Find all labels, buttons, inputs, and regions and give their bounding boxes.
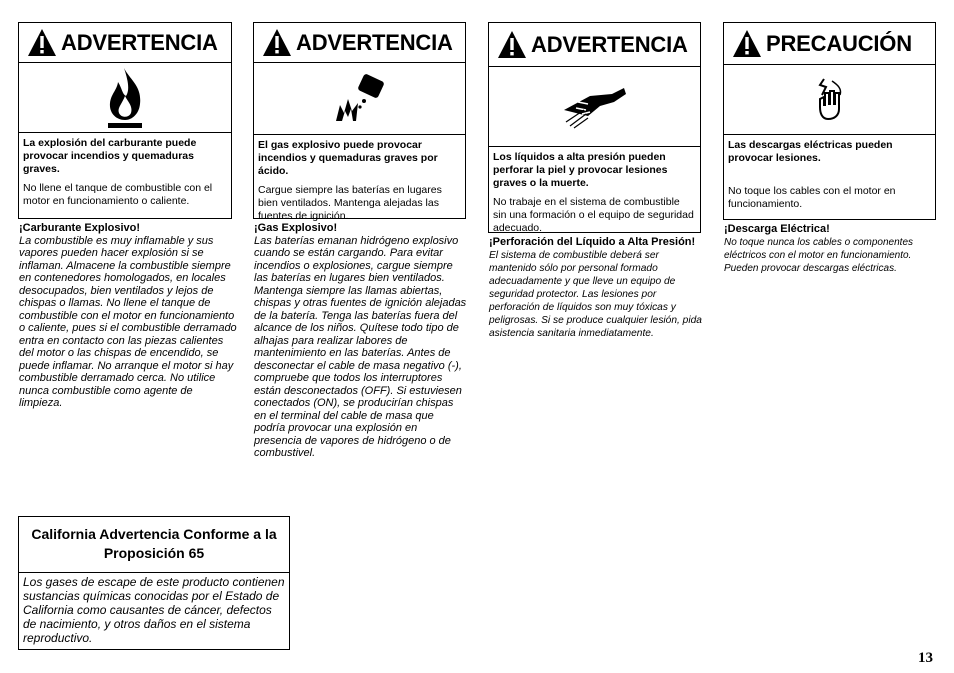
high-pressure-injection-icon [560, 82, 630, 132]
warning-triangle-icon [732, 29, 762, 59]
card-instruction-text: No llene el tanque de combustible con el motor en funcionamiento o caliente. [23, 182, 213, 207]
pictogram-area [254, 63, 465, 135]
card-title: PRECAUCIÓN [766, 30, 912, 56]
section-heading: ¡Carburante Explosivo! [19, 222, 141, 234]
warning-triangle-icon [497, 30, 527, 60]
card-message [724, 135, 935, 211]
warning-triangle-icon [262, 28, 292, 58]
section-heading: ¡Perforación del Líquido a Alta Presión! [489, 236, 696, 248]
card-header [724, 23, 935, 65]
electric-shock-hand-icon [810, 75, 850, 125]
pictogram-area [724, 65, 935, 135]
card-instruction-text: No toque los cables con el motor en funcionamiento. [728, 185, 896, 210]
section-fuel [19, 222, 237, 410]
battery-explosion-icon [330, 69, 390, 129]
warning-card-fuel [18, 22, 232, 219]
pictogram-area [489, 67, 700, 147]
warning-card-gas [253, 22, 466, 222]
card-title: ADVERTENCIA [61, 29, 218, 55]
card-hazard-text: La explosión del carburante puede provocar incendios y quemaduras graves. [23, 137, 197, 175]
card-instruction-text: Cargue siempre las baterías en lugares bien ventilados. Mantenga alejadas las fuentes de ignición. [258, 184, 442, 222]
page-number: 13 [918, 650, 933, 666]
section-body: La combustible es muy inflamable y sus vapores pueden hacer explosión si se inflaman. Almacene la combustible siempre en contenedores homologados, en locales desocupados, bien ventilados y lejos de chispas o llamas. No llene el tanque de combustible con el motor en funcionamiento o caliente, pues si el combustible derramado entra en contacto con las piezas calientes del motor o las chispas de encendido, se puede inflamar. No arranque el motor si hay combustible derramado cerca. No utilice nunca combustible como agente de limpieza. [19, 234, 237, 409]
warning-triangle-icon [27, 28, 57, 58]
section-heading: ¡Gas Explosivo! [254, 222, 338, 234]
prop65-body: Los gases de escape de este producto contienen sustancias químicas conocidas por el Estado de California como causantes de cáncer, defectos de nacimiento, y otros daños en el sistema reproductivo. [23, 575, 285, 645]
section-electric [724, 223, 940, 275]
section-body: No toque nunca los cables o componentes eléctricos con el motor en funcionamiento. Pueden provocar descargas eléctricas. [724, 237, 914, 274]
warning-card-pressure [488, 22, 701, 233]
card-hazard-text: Las descargas eléctricas pueden provocar lesiones. [728, 139, 893, 164]
section-gas [254, 222, 468, 460]
prop65-heading: California Advertencia Conforme a la Proposición 65 [19, 517, 289, 573]
card-header [489, 23, 700, 67]
card-message [489, 147, 700, 235]
card-instruction-text: No trabaje en el sistema de combustible sin una formación o el equipo de seguridad adecuado. [493, 196, 694, 234]
card-message [19, 133, 231, 208]
card-hazard-text: El gas explosivo puede provocar incendios y quemaduras graves por ácido. [258, 139, 438, 177]
section-body: El sistema de combustible deberá ser mantenido sólo por personal formado adecuadamente y que lleve un equipo de seguridad protector. Las lesiones por perforación de líquidos son muy tóxicas y peligrosas. Si se produce cualquier lesión, pida asistencia sanitaria inmediatamente. [489, 250, 702, 339]
card-header [19, 23, 231, 63]
card-header [254, 23, 465, 63]
section-pressure [489, 236, 703, 340]
fire-icon [100, 66, 150, 130]
section-body: Las baterías emanan hidrógeno explosivo cuando se están cargando. Para evitar incendios o explosiones, cargue siempre las baterías en lugares bien ventilados. Mantenga siempre las llamas abiertas, chispas y otras fuentes de ignición alejadas de la batería. Tenga las baterías fuera del alcance de los niños. Quítese todo tipo de alhajas para realizar labores de mantenimiento en las baterías. Antes de desconectar el cable de masa negativo (-), compruebe que todos los interruptores están desconectados (OFF). Si estuviesen conectados (ON), se producirían chispas en el terminal del cable de masa que podría provocar una explosión en presencia de vapores de hidrógeno o de combustivel. [254, 234, 467, 459]
section-heading: ¡Descarga Eléctrica! [724, 223, 830, 235]
prop65-box [18, 516, 290, 650]
card-message [254, 135, 465, 223]
card-title: ADVERTENCIA [531, 31, 688, 57]
card-title: ADVERTENCIA [296, 29, 453, 55]
caution-card-electric [723, 22, 936, 220]
pictogram-area [19, 63, 231, 133]
card-hazard-text: Los líquidos a alta presión pueden perforar la piel y provocar lesiones graves o la muerte. [493, 151, 668, 189]
